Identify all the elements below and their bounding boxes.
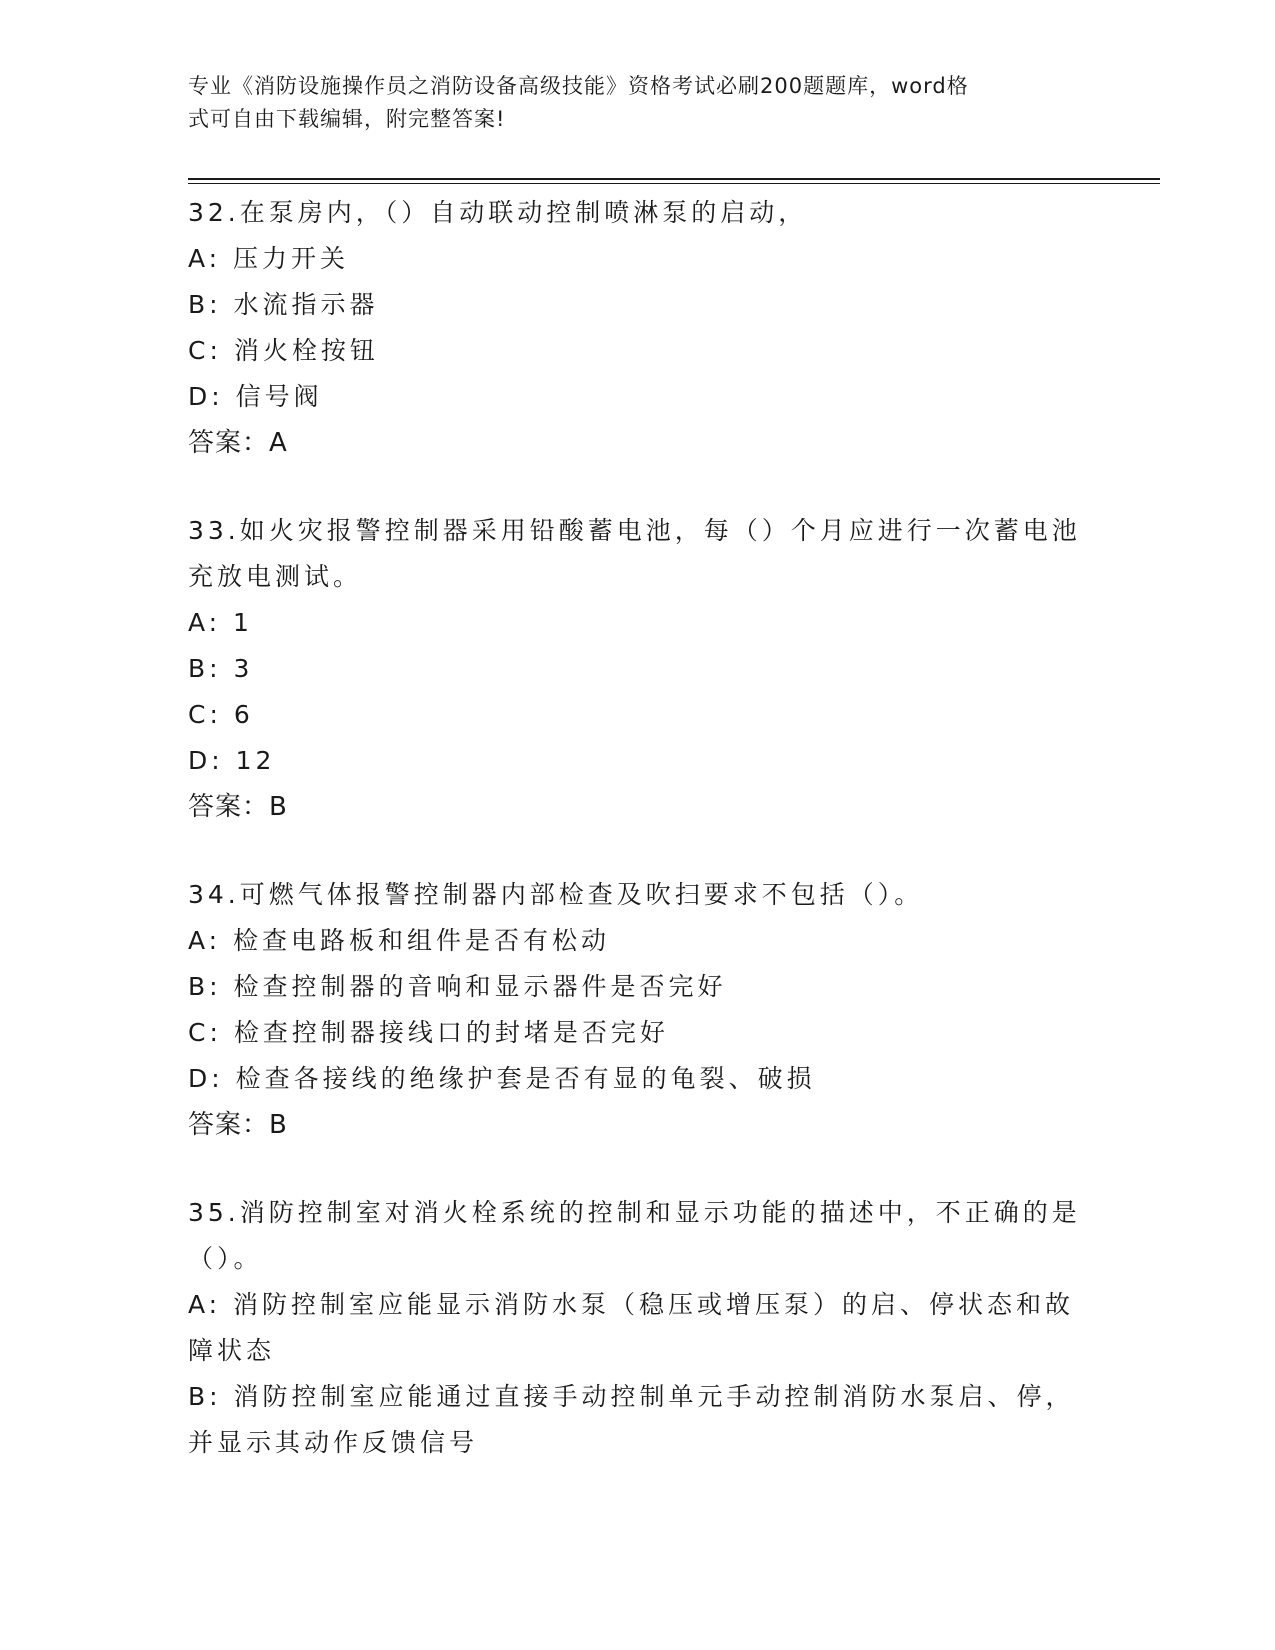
option-b: B: 3 [188, 654, 254, 683]
header-divider-thin [188, 183, 1160, 184]
option-a: A: 检查电路板和组件是否有松动 [188, 926, 611, 955]
header-line-1: 专业《消防设施操作员之消防设备高级技能》资格考试必刷200题题库，word格 [188, 74, 969, 98]
question-stem: 33.如火灾报警控制器采用铅酸蓄电池，每（）个月应进行一次蓄电池充放电测试。 [188, 516, 1081, 591]
option-a: A: 消防控制室应能显示消防水泵（稳压或增压泵）的启、停状态和故障状态 [188, 1290, 1075, 1365]
option-d: D: 检查各接线的绝缘护套是否有显的龟裂、破损 [188, 1064, 816, 1093]
option-d: D: 信号阀 [188, 382, 323, 411]
option-b: B: 水流指示器 [188, 290, 379, 319]
answer-line: 答案：B [188, 792, 288, 822]
answer-line: 答案：A [188, 428, 288, 458]
option-b: B: 消防控制室应能通过直接手动控制单元手动控制消防水泵启、停，并显示其动作反馈信号 [188, 1382, 1075, 1457]
option-a: A: 压力开关 [188, 244, 350, 273]
question-35 [188, 1190, 1088, 1466]
question-stem: 35.消防控制室对消火栓系统的控制和显示功能的描述中，不正确的是（）。 [188, 1198, 1081, 1273]
question-32 [188, 190, 1088, 466]
question-34 [188, 872, 1088, 1148]
option-c: C: 消火栓按钮 [188, 336, 379, 365]
answer-line: 答案：B [188, 1110, 288, 1140]
question-list [188, 190, 1088, 1508]
question-stem: 32.在泵房内，（）自动联动控制喷淋泵的启动， [188, 198, 808, 227]
option-c: C: 检查控制器接线口的封堵是否完好 [188, 1018, 669, 1047]
document-header [188, 70, 1078, 136]
header-divider-thick [188, 178, 1160, 180]
option-d: D: 12 [188, 746, 276, 775]
header-line-2: 式可自由下载编辑，附完整答案! [188, 107, 506, 131]
question-33 [188, 508, 1088, 830]
question-stem: 34.可燃气体报警控制器内部检查及吹扫要求不包括（）。 [188, 880, 924, 909]
option-a: A: 1 [188, 608, 253, 637]
option-b: B: 检查控制器的音响和显示器件是否完好 [188, 972, 727, 1001]
option-c: C: 6 [188, 700, 254, 729]
